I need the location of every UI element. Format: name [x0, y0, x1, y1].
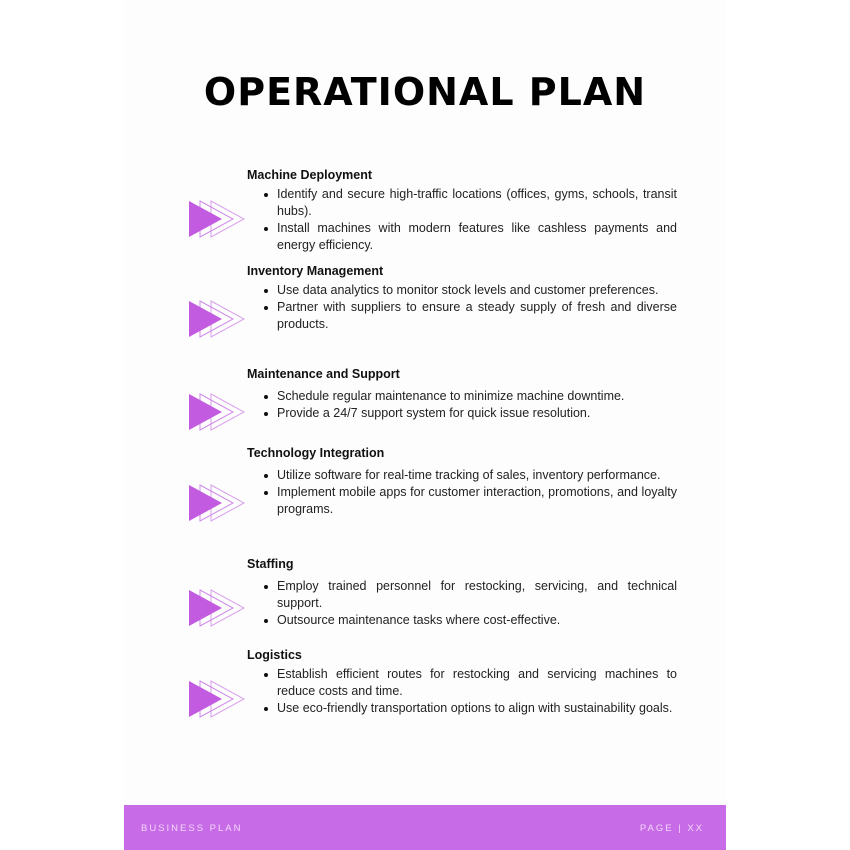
list-item: Implement mobile apps for customer interaction, promotions, and loyalty programs.	[257, 484, 677, 518]
section-technology-integration	[180, 446, 680, 518]
list-item: Schedule regular maintenance to minimize machine downtime.	[257, 388, 677, 405]
section-heading: Inventory Management	[247, 264, 384, 278]
triple-arrow-icon	[189, 300, 245, 338]
bullet-list	[257, 282, 677, 333]
page-title: OPERATIONAL PLAN	[203, 70, 647, 114]
bullet-list	[257, 186, 677, 254]
bullet-list	[257, 467, 677, 518]
triple-arrow-icon	[189, 393, 245, 431]
section-heading: Staffing	[247, 557, 294, 571]
bullet-list	[257, 578, 677, 629]
section-heading: Machine Deployment	[247, 168, 373, 182]
triple-arrow-icon	[189, 680, 245, 718]
bullet-list	[257, 666, 677, 717]
list-item: Identify and secure high-traffic locations (offices, gyms, schools, transit hubs).	[257, 186, 677, 220]
footer-page-number: PAGE | XX	[639, 823, 704, 834]
list-item: Use data analytics to monitor stock levels and customer preferences.	[257, 282, 677, 299]
list-item: Employ trained personnel for restocking, servicing, and technical support.	[257, 578, 677, 612]
triple-arrow-icon	[189, 589, 245, 627]
list-item: Outsource maintenance tasks where cost-effective.	[257, 612, 677, 629]
list-item: Establish efficient routes for restocking and servicing machines to reduce costs and time.	[257, 666, 677, 700]
list-item: Install machines with modern features like cashless payments and energy efficiency.	[257, 220, 677, 254]
list-item: Use eco-friendly transportation options to align with sustainability goals.	[257, 700, 677, 717]
footer-left-text: BUSINESS PLAN	[141, 823, 243, 834]
section-heading: Technology Integration	[247, 446, 385, 460]
section-heading: Maintenance and Support	[247, 367, 400, 381]
section-machine-deployment	[180, 168, 680, 254]
list-item: Provide a 24/7 support system for quick issue resolution.	[257, 405, 677, 422]
section-logistics	[180, 648, 680, 717]
section-staffing	[180, 557, 680, 629]
triple-arrow-icon	[189, 484, 245, 522]
section-maintenance-and-support	[180, 367, 680, 422]
list-item: Partner with suppliers to ensure a steady supply of fresh and diverse products.	[257, 299, 677, 333]
document-page	[124, 0, 726, 850]
section-inventory-management	[180, 264, 680, 333]
section-heading: Logistics	[247, 648, 302, 662]
triple-arrow-icon	[189, 200, 245, 238]
footer	[124, 805, 726, 850]
bullet-list	[257, 388, 677, 422]
list-item: Utilize software for real-time tracking of sales, inventory performance.	[257, 467, 677, 484]
